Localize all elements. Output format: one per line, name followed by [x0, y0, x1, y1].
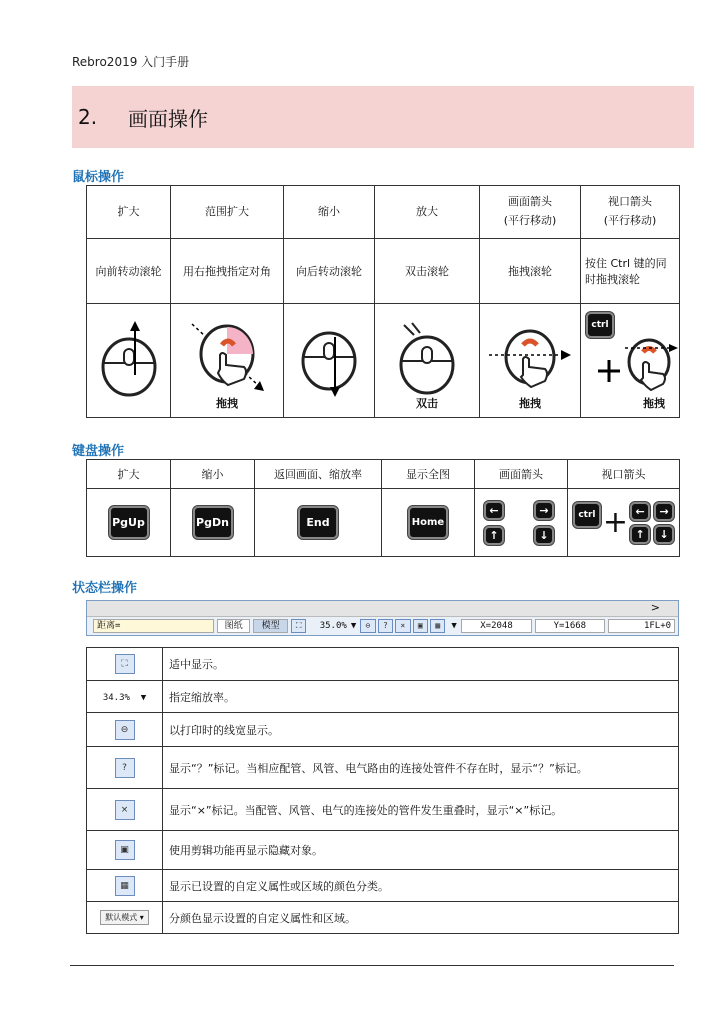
- show-hidden-icon[interactable]: ▣: [413, 619, 428, 633]
- keyboard-operation-table: [86, 459, 680, 557]
- ctrl-mouse-drag-icon: [581, 326, 679, 406]
- mouse-section-title: 鼠标操作: [72, 170, 125, 185]
- mouse-wheel-back-icon: [299, 319, 359, 399]
- key-head-cell: 画面箭头: [475, 460, 568, 489]
- mouse-head-label: 扩大: [117, 204, 140, 218]
- plus-icon: +: [602, 504, 629, 540]
- zoom-select-icon: 34.3% ▼: [102, 693, 147, 703]
- key-head-cell: 显示全图: [382, 460, 475, 489]
- key-icon-cell: [475, 489, 568, 557]
- arrow-left-key: ←: [630, 502, 650, 521]
- pgdn-key: PgDn: [193, 506, 233, 539]
- tab-drawing[interactable]: 图纸: [217, 619, 250, 633]
- legend-icon-cell: [87, 870, 163, 902]
- chapter-number: 2.: [78, 105, 98, 129]
- mouse-icon-cell: [480, 304, 581, 418]
- mouse-operation-table: [86, 185, 680, 418]
- mouse-head-label: 画面箭头: [508, 195, 552, 209]
- legend-text: 适中显示。: [163, 648, 679, 681]
- legend-icon-cell: [87, 902, 163, 934]
- print-linewidth-icon: ⊖: [115, 720, 135, 740]
- cross-mark-icon: ×: [115, 800, 135, 820]
- chapter-banner: [72, 86, 694, 148]
- show-hidden-icon: ▣: [115, 840, 135, 860]
- legend-text: 显示“×”标记。当配管、风管、电气的连接处的管件发生重叠时，显示“×”标记。: [163, 789, 679, 831]
- keyboard-section-title: 键盘操作: [72, 444, 125, 459]
- legend-icon-cell: [87, 681, 163, 713]
- mouse-desc-cell: 按住 Ctrl 键的同时拖拽滚轮: [581, 239, 680, 304]
- mouse-icon-cell: [171, 304, 284, 418]
- fit-view-icon: ⛶: [115, 654, 135, 674]
- legend-icon-cell: [87, 713, 163, 747]
- status-bar: [86, 600, 679, 636]
- arrow-right-key: →: [534, 501, 554, 520]
- zoom-value[interactable]: 35.0%: [319, 621, 347, 631]
- mouse-head-cell: [375, 186, 480, 239]
- mouse-icon-cell: [87, 304, 171, 418]
- color-mode-dropdown-icon[interactable]: ▼: [451, 621, 457, 631]
- mouse-head-cell: [284, 186, 375, 239]
- fit-view-icon[interactable]: ⛶: [291, 619, 306, 633]
- mouse-icon-cell: [375, 304, 480, 418]
- mouse-head-label: 缩小: [318, 204, 340, 218]
- color-mode-select-icon: 默认模式 ▾: [100, 910, 149, 925]
- mouse-wheel-forward-icon: [99, 319, 159, 399]
- mouse-wheel-drag-icon: [485, 319, 575, 399]
- key-icon-cell: [255, 489, 382, 557]
- arrow-left-key: ←: [484, 501, 504, 520]
- zoom-dropdown-icon[interactable]: ▼: [350, 621, 357, 631]
- floor-indicator: 1FL+0: [608, 619, 675, 633]
- mouse-desc-cell: 向后转动滚轮: [284, 239, 375, 304]
- double-click-caption: 双击: [416, 397, 438, 410]
- color-class-icon: ▦: [115, 876, 135, 896]
- arrow-up-key: ↑: [630, 525, 650, 544]
- mouse-head-cell: [171, 186, 284, 239]
- mouse-desc-cell: 双击滚轮: [375, 239, 480, 304]
- key-head-cell: 扩大: [87, 460, 171, 489]
- drag-caption: 拖拽: [643, 397, 665, 410]
- question-mark-icon: ?: [115, 758, 135, 778]
- color-mode-value: 默认模式: [105, 913, 138, 922]
- legend-text: 使用剪辑功能再显示隐藏对象。: [163, 831, 679, 870]
- chapter-title: 画面操作: [128, 106, 208, 131]
- legend-text: 指定缩放率。: [163, 681, 679, 713]
- mouse-head-cell: [87, 186, 171, 239]
- mouse-head-label: 视口箭头: [608, 195, 652, 209]
- legend-icon-cell: [87, 831, 163, 870]
- status-section-title: 状态栏操作: [72, 581, 138, 596]
- key-head-cell: 缩小: [171, 460, 255, 489]
- mouse-desc-cell: 向前转动滚轮: [87, 239, 171, 304]
- legend-text: 显示“？”标记。当相应配管、风管、电气路由的连接处管件不存在时，显示“？”标记。: [163, 747, 679, 789]
- mouse-double-click-icon: [392, 319, 462, 399]
- mouse-head-label: 范围扩大: [205, 204, 249, 218]
- key-icon-cell: [568, 489, 680, 557]
- print-linewidth-icon[interactable]: ⊖: [360, 619, 375, 633]
- mouse-desc-cell: 拖拽滚轮: [480, 239, 581, 304]
- mouse-right-drag-icon: [182, 319, 272, 399]
- home-key: Home: [408, 506, 448, 539]
- mouse-head-sublabel: (平行移动): [503, 214, 557, 227]
- mouse-icon-cell: [284, 304, 375, 418]
- drag-caption: 拖拽: [216, 397, 238, 410]
- status-bar-legend-table: [86, 647, 679, 934]
- color-class-icon[interactable]: ▦: [430, 619, 445, 633]
- legend-icon-cell: [87, 648, 163, 681]
- legend-text: 分颜色显示设置的自定义属性和区域。: [163, 902, 679, 934]
- zoom-sample-value: 34.3%: [102, 693, 130, 703]
- mouse-head-sublabel: (平行移动): [603, 214, 657, 227]
- legend-text: 显示已设置的自定义属性或区域的颜色分类。: [163, 870, 679, 902]
- key-icon-cell: [87, 489, 171, 557]
- drag-caption: 拖拽: [519, 397, 541, 410]
- distance-field: 距离=: [93, 619, 214, 633]
- legend-text: 以打印时的线宽显示。: [163, 713, 679, 747]
- footer-rule: [70, 965, 674, 966]
- tab-model[interactable]: 模型: [253, 619, 288, 633]
- x-coordinate: X=2048: [461, 619, 532, 633]
- key-head-cell: 返回画面、缩放率: [255, 460, 382, 489]
- question-mark-icon[interactable]: ?: [378, 619, 393, 633]
- arrow-up-key: ↑: [484, 526, 504, 545]
- arrow-right-key: →: [654, 502, 674, 521]
- pgup-key: PgUp: [109, 506, 149, 539]
- y-coordinate: Y=1668: [535, 619, 604, 633]
- mouse-head-label: 放大: [416, 204, 438, 218]
- mouse-head-cell: [480, 186, 581, 239]
- key-head-cell: 视口箭头: [568, 460, 680, 489]
- scroll-right-arrow[interactable]: >: [650, 601, 660, 614]
- document-header: Rebro2019 入门手册: [72, 55, 190, 69]
- arrow-down-key: ↓: [534, 526, 554, 545]
- key-icon-cell: [171, 489, 255, 557]
- cross-mark-icon[interactable]: ×: [395, 619, 410, 633]
- legend-icon-cell: [87, 789, 163, 831]
- mouse-icon-cell: [581, 304, 680, 418]
- mouse-desc-cell: 用右拖拽指定对角: [171, 239, 284, 304]
- ctrl-key: ctrl: [586, 312, 614, 338]
- status-scroll-track[interactable]: [87, 601, 678, 617]
- legend-icon-cell: [87, 747, 163, 789]
- end-key: End: [298, 506, 338, 539]
- ctrl-key: ctrl: [573, 502, 601, 528]
- key-icon-cell: [382, 489, 475, 557]
- arrow-down-key: ↓: [654, 525, 674, 544]
- mouse-head-cell: [581, 186, 680, 239]
